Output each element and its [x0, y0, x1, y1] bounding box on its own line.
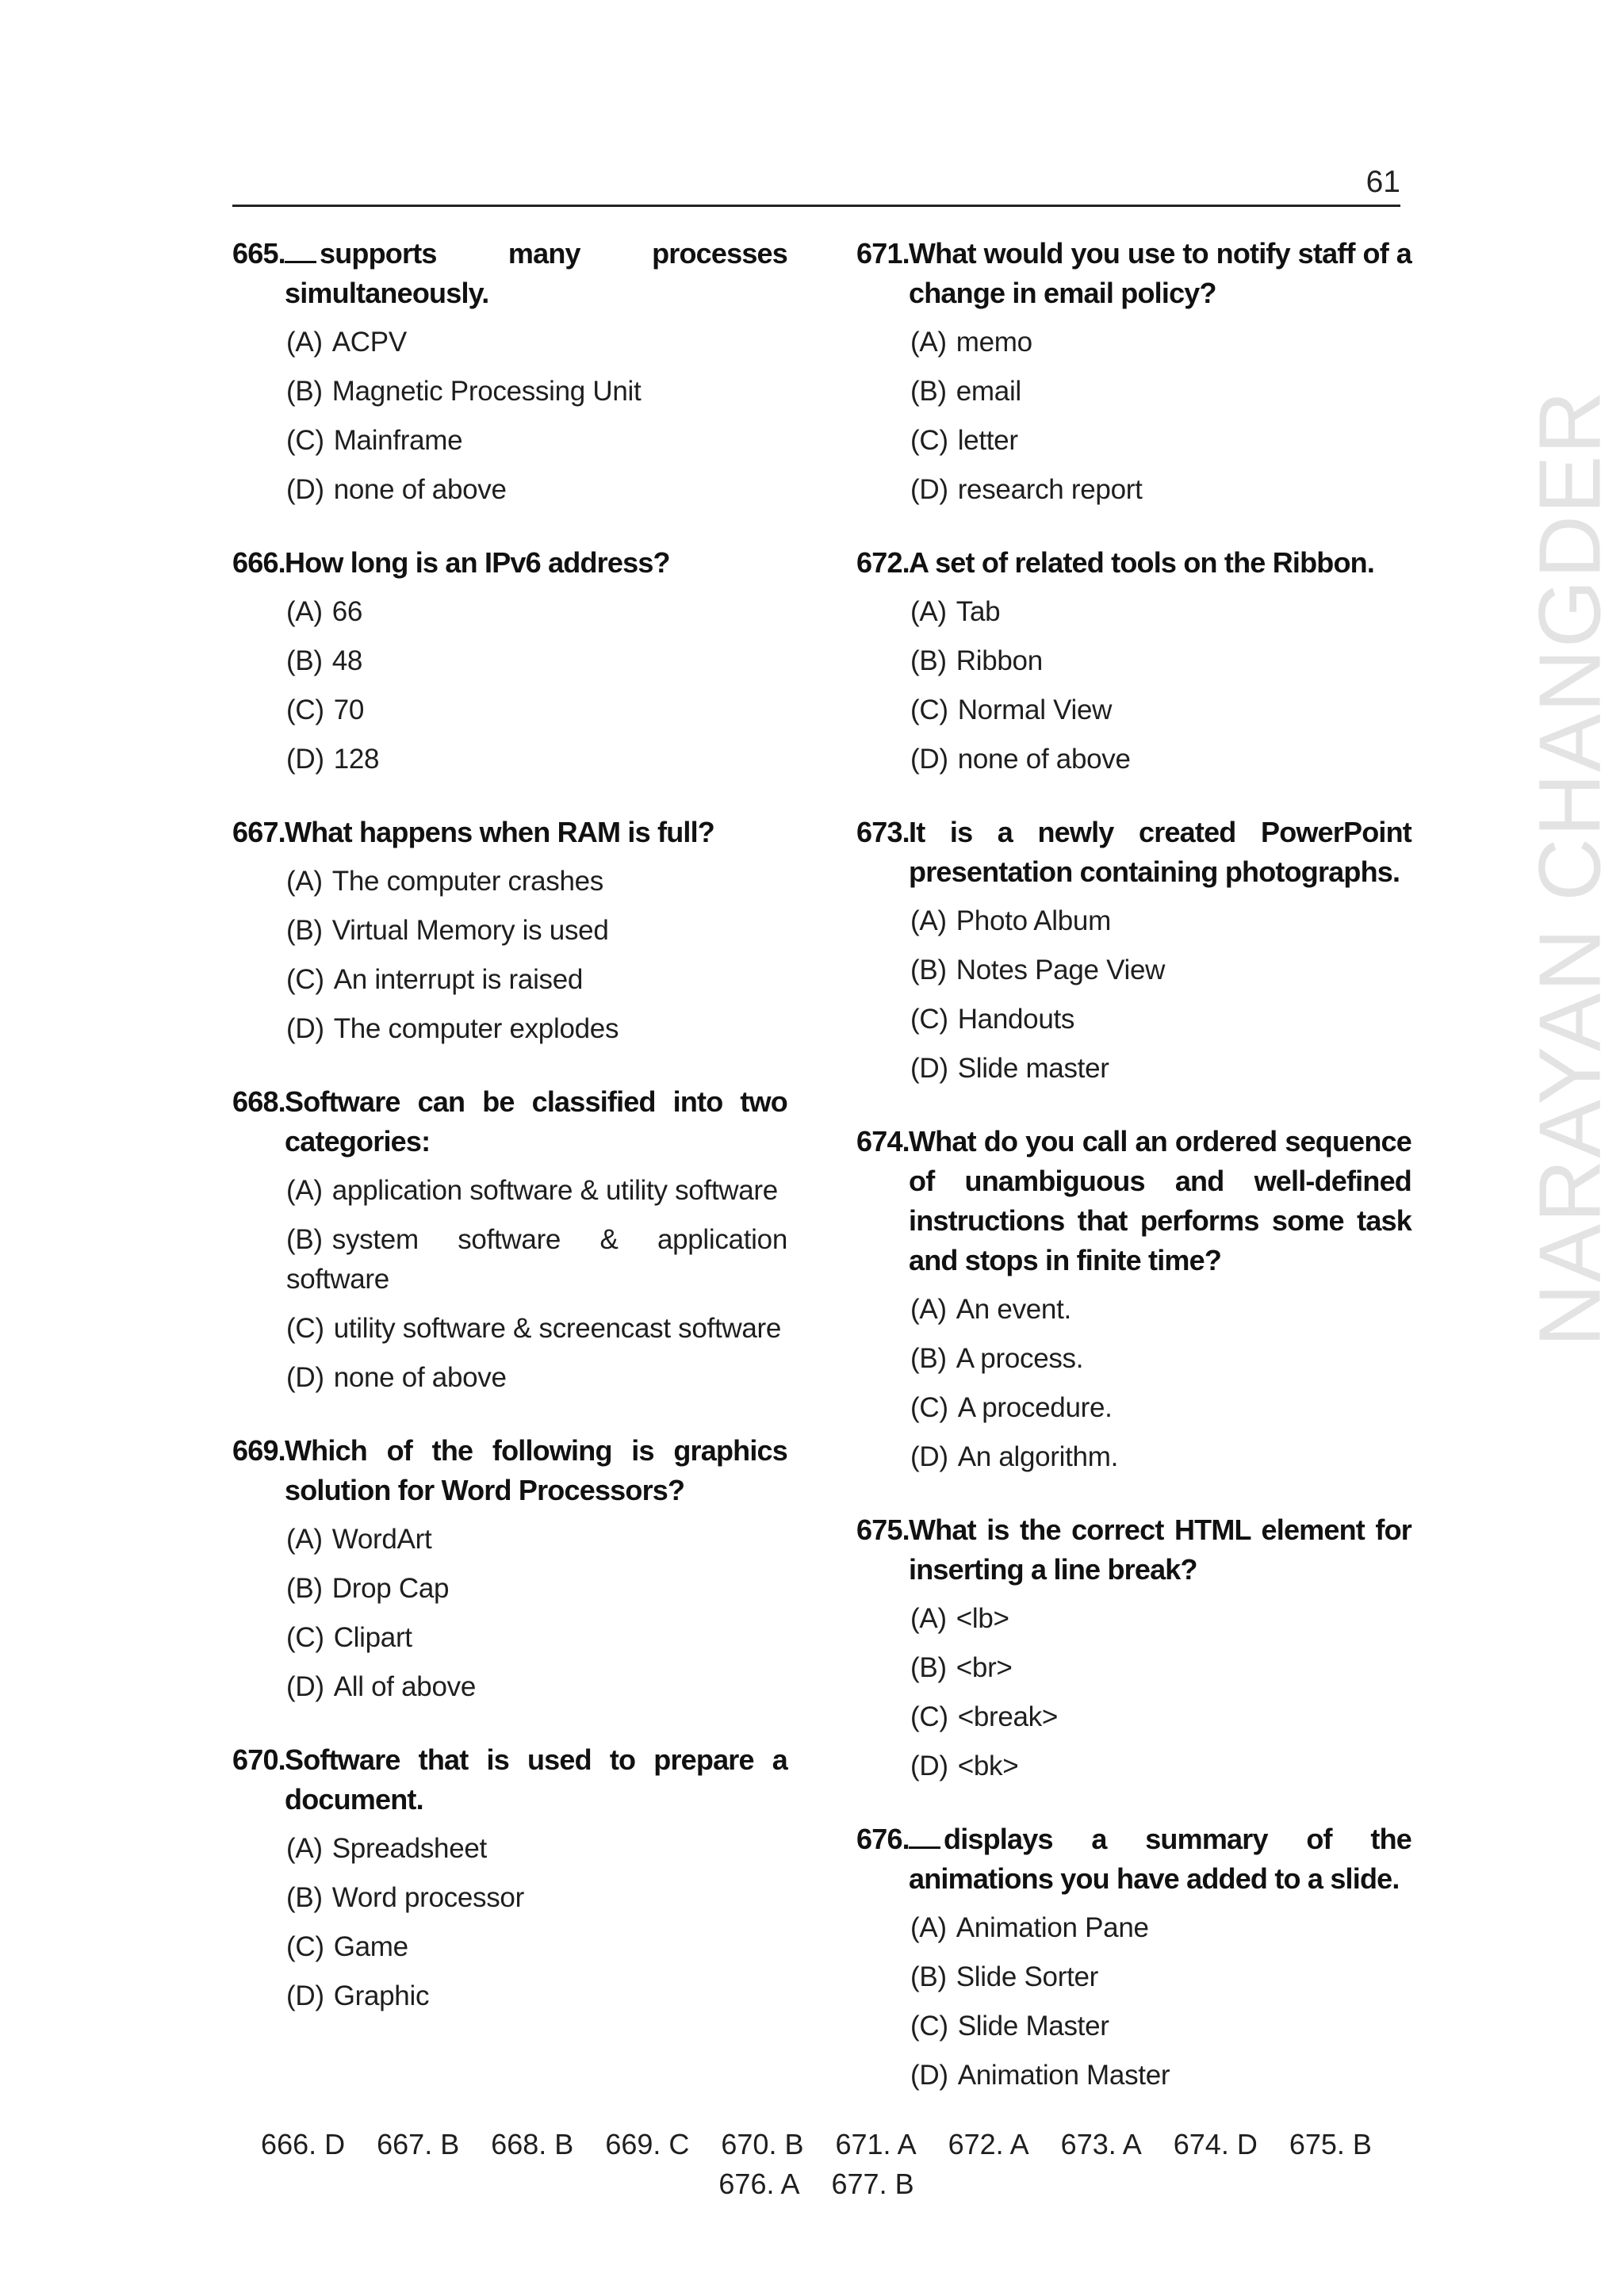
option-label: (A) — [910, 596, 947, 627]
answer-key-item: 671. A — [835, 2128, 917, 2160]
answer-key-item: 667. B — [377, 2128, 460, 2160]
option-label: (D) — [910, 474, 948, 505]
question-number: 669. — [232, 1434, 285, 1467]
option-label: (D) — [910, 1441, 948, 1472]
option-text: ACPV — [331, 327, 407, 358]
option-label: (C) — [910, 1004, 948, 1035]
answer-option — [232, 862, 787, 901]
question-stem — [856, 543, 1411, 583]
option-text: <lb> — [956, 1603, 1009, 1634]
answer-option — [856, 1437, 1411, 1477]
answer-option — [856, 740, 1411, 779]
answer-option — [232, 1829, 787, 1869]
question-number: 673. — [856, 816, 910, 848]
option-label: (A) — [910, 327, 947, 358]
option-text: <bk> — [957, 1751, 1019, 1781]
answer-option — [232, 1976, 787, 2016]
answer-option — [232, 740, 787, 779]
answer-option — [856, 691, 1411, 730]
question-text: How long is an IPv6 address? — [285, 546, 670, 579]
question-text: What do you call an ordered sequence of unambiguous and well-defined instructions that performs some task and stops in finite time? — [909, 1125, 1411, 1276]
answer-option — [232, 1171, 787, 1211]
answer-option — [232, 1927, 787, 1967]
option-label: (B) — [910, 955, 947, 985]
option-label: (B) — [910, 1343, 947, 1374]
option-label: (D) — [286, 474, 324, 505]
answer-option — [232, 1009, 787, 1049]
option-text: research report — [957, 474, 1143, 505]
option-text: Notes Page View — [956, 955, 1166, 985]
answer-option — [232, 641, 787, 681]
answer-option — [232, 421, 787, 461]
option-text: system software & application software — [286, 1224, 787, 1295]
option-label: (C) — [286, 1622, 324, 1653]
answer-option — [856, 1000, 1411, 1039]
answer-option — [232, 1569, 787, 1609]
option-text: Mainframe — [333, 425, 463, 456]
option-text: utility software & screencast software — [333, 1313, 782, 1344]
option-text: Game — [333, 1931, 408, 1962]
option-label: (A) — [910, 1912, 947, 1943]
question-number: 665. — [232, 237, 285, 270]
option-text: Animation Master — [957, 2060, 1170, 2091]
question-stem — [856, 1510, 1411, 1590]
left-column — [232, 234, 787, 2049]
answer-key-item: 668. B — [491, 2128, 574, 2160]
option-text: <break> — [957, 1701, 1059, 1732]
option-text: letter — [957, 425, 1018, 456]
option-label: (D) — [910, 744, 948, 775]
option-text: Magnetic Processing Unit — [331, 376, 642, 407]
answer-option — [856, 951, 1411, 990]
option-label: (C) — [910, 2011, 948, 2042]
option-text: Normal View — [957, 695, 1113, 725]
answer-option — [232, 1520, 787, 1559]
option-text: Spreadsheet — [331, 1833, 487, 1864]
question-number: 672. — [856, 546, 910, 579]
option-label: (B) — [910, 1652, 947, 1683]
question — [856, 1122, 1411, 1477]
answer-option — [856, 1957, 1411, 1997]
answer-option — [232, 1220, 787, 1299]
question-text: displays a summary of the animations you have added to a slide. — [909, 1823, 1411, 1895]
question-text: What happens when RAM is full? — [285, 816, 714, 848]
option-label: (B) — [910, 376, 947, 407]
question — [856, 234, 1411, 510]
option-text: Drop Cap — [331, 1573, 450, 1604]
question-number: 675. — [856, 1513, 910, 1546]
option-text: Slide Sorter — [956, 1961, 1099, 1992]
answer-option — [232, 1618, 787, 1658]
option-text: none of above — [957, 744, 1131, 775]
question — [856, 1820, 1411, 2095]
page-number: 61 — [1365, 165, 1400, 199]
answer-option — [856, 1697, 1411, 1737]
answer-key-item: 669. C — [605, 2128, 690, 2160]
option-label: (A) — [286, 327, 323, 358]
answer-option — [232, 1667, 787, 1707]
answer-option — [856, 1599, 1411, 1639]
answer-option — [856, 1908, 1411, 1948]
answer-option — [232, 691, 787, 730]
option-text: <br> — [956, 1652, 1013, 1683]
option-label: (D) — [286, 1013, 324, 1044]
answer-key-item: 676. A — [718, 2168, 800, 2200]
option-label: (A) — [286, 1524, 323, 1555]
option-label: (D) — [286, 1362, 324, 1393]
option-label: (B) — [910, 1961, 947, 1992]
answer-option — [856, 1049, 1411, 1089]
option-label: (C) — [286, 964, 324, 995]
question-text: Which of the following is graphics solution for Word Processors? — [285, 1434, 787, 1506]
option-text: Slide Master — [957, 2011, 1109, 2042]
option-text: 70 — [333, 695, 365, 725]
option-text: memo — [956, 327, 1032, 358]
answer-option — [856, 1648, 1411, 1688]
option-label: (A) — [910, 1294, 947, 1325]
option-text: Word processor — [331, 1882, 524, 1913]
option-text: Animation Pane — [956, 1912, 1149, 1943]
answer-key-item: 666. D — [261, 2128, 346, 2160]
option-label: (A) — [286, 1833, 323, 1864]
question — [232, 234, 787, 510]
answer-option — [856, 323, 1411, 362]
watermark-text: NARAYAN CHANGDER — [1521, 389, 1619, 1347]
option-label: (C) — [286, 1313, 324, 1344]
question-stem — [232, 813, 787, 852]
question-stem — [232, 1082, 787, 1161]
answer-option — [856, 901, 1411, 941]
option-text: An algorithm. — [957, 1441, 1118, 1472]
option-label: (C) — [910, 1701, 948, 1732]
option-label: (D) — [910, 2060, 948, 2091]
question-stem — [856, 234, 1411, 313]
answer-option — [856, 1339, 1411, 1379]
question — [856, 813, 1411, 1089]
fill-in-blank — [909, 1824, 940, 1849]
option-text: none of above — [333, 1362, 507, 1393]
answer-option — [232, 1878, 787, 1918]
answer-key — [232, 2125, 1400, 2204]
question — [856, 543, 1411, 779]
option-text: An interrupt is raised — [333, 964, 584, 995]
option-label: (C) — [910, 695, 948, 725]
question-text: It is a newly created PowerPoint presentation containing photographs. — [909, 816, 1411, 888]
option-text: Virtual Memory is used — [331, 915, 609, 946]
question-number: 666. — [232, 546, 285, 579]
answer-option — [856, 592, 1411, 632]
option-text: 128 — [333, 744, 380, 775]
answer-option — [856, 2056, 1411, 2095]
question-number: 671. — [856, 237, 910, 270]
option-text: Photo Album — [956, 905, 1111, 936]
question-number: 670. — [232, 1743, 285, 1776]
option-text: WordArt — [331, 1524, 432, 1555]
option-label: (B) — [286, 376, 323, 407]
option-text: none of above — [333, 474, 507, 505]
question-text: supports many processes simultaneously. — [285, 237, 787, 309]
option-text: Ribbon — [956, 645, 1043, 676]
answer-option — [856, 641, 1411, 681]
option-text: 66 — [331, 596, 363, 627]
option-label: (D) — [910, 1053, 948, 1084]
option-label: (B) — [910, 645, 947, 676]
option-text: Graphic — [333, 1980, 430, 2011]
option-label: (B) — [286, 915, 323, 946]
question — [232, 1431, 787, 1707]
answer-option — [232, 592, 787, 632]
answer-option — [232, 1309, 787, 1349]
option-label: (A) — [286, 596, 323, 627]
answer-option — [232, 960, 787, 1000]
question — [232, 813, 787, 1049]
question-number: 676. — [856, 1823, 910, 1855]
option-text: Clipart — [333, 1622, 412, 1653]
answer-option — [856, 1388, 1411, 1428]
option-text: A procedure. — [957, 1392, 1113, 1423]
answer-option — [232, 372, 787, 411]
option-label: (C) — [910, 425, 948, 456]
question-number: 674. — [856, 1125, 910, 1158]
fill-in-blank — [285, 239, 316, 263]
option-label: (A) — [910, 1603, 947, 1634]
question — [232, 1082, 787, 1398]
question — [856, 1510, 1411, 1786]
question-stem — [856, 813, 1411, 892]
option-text: Tab — [956, 596, 1001, 627]
option-label: (C) — [286, 695, 324, 725]
question-stem — [232, 1431, 787, 1510]
question-text: Software that is used to prepare a document. — [285, 1743, 787, 1816]
question-number: 667. — [232, 816, 285, 848]
option-label: (C) — [286, 425, 324, 456]
option-text: The computer explodes — [333, 1013, 619, 1044]
option-text: An event. — [956, 1294, 1071, 1325]
question-stem — [232, 543, 787, 583]
answer-option — [856, 421, 1411, 461]
option-label: (B) — [286, 1224, 323, 1255]
answer-key-item: 672. A — [948, 2128, 1029, 2160]
option-text: 48 — [331, 645, 363, 676]
option-label: (B) — [286, 1573, 323, 1604]
right-column — [856, 234, 1411, 2129]
option-label: (D) — [286, 744, 324, 775]
question-text: What would you use to notify staff of a change in email policy? — [909, 237, 1411, 309]
question-text: Software can be classified into two categories: — [285, 1085, 787, 1158]
option-text: Handouts — [957, 1004, 1075, 1035]
question-stem — [856, 1820, 1411, 1899]
header-rule — [232, 205, 1400, 207]
answer-option — [856, 372, 1411, 411]
question-text: A set of related tools on the Ribbon. — [909, 546, 1375, 579]
question-text: What is the correct HTML element for inserting a line break? — [909, 1513, 1411, 1586]
question — [232, 1740, 787, 2016]
question-stem — [232, 1740, 787, 1820]
answer-option — [232, 323, 787, 362]
answer-key-item: 673. A — [1060, 2128, 1142, 2160]
option-label: (A) — [910, 905, 947, 936]
option-label: (B) — [286, 645, 323, 676]
question — [232, 543, 787, 779]
option-text: application software & utility software — [331, 1175, 778, 1206]
option-text: email — [956, 376, 1021, 407]
answer-option — [856, 1747, 1411, 1786]
answer-key-item: 670. B — [721, 2128, 804, 2160]
answer-key-item: 675. B — [1289, 2128, 1372, 2160]
option-text: The computer crashes — [331, 866, 603, 897]
option-label: (C) — [286, 1931, 324, 1962]
answer-option — [856, 470, 1411, 510]
answer-option — [856, 1290, 1411, 1330]
option-label: (D) — [286, 1980, 324, 2011]
option-label: (C) — [910, 1392, 948, 1423]
option-label: (A) — [286, 1175, 323, 1206]
answer-option — [232, 1358, 787, 1398]
option-label: (B) — [286, 1882, 323, 1913]
option-text: Slide master — [957, 1053, 1109, 1084]
question-stem — [856, 1122, 1411, 1280]
answer-option — [856, 2007, 1411, 2046]
option-label: (D) — [286, 1671, 324, 1702]
option-label: (A) — [286, 866, 323, 897]
option-text: A process. — [956, 1343, 1084, 1374]
question-stem — [232, 234, 787, 313]
answer-key-item: 674. D — [1173, 2128, 1258, 2160]
option-text: All of above — [333, 1671, 476, 1702]
answer-option — [232, 470, 787, 510]
option-label: (D) — [910, 1751, 948, 1781]
answer-option — [232, 911, 787, 951]
answer-key-item: 677. B — [831, 2168, 914, 2200]
question-number: 668. — [232, 1085, 285, 1118]
